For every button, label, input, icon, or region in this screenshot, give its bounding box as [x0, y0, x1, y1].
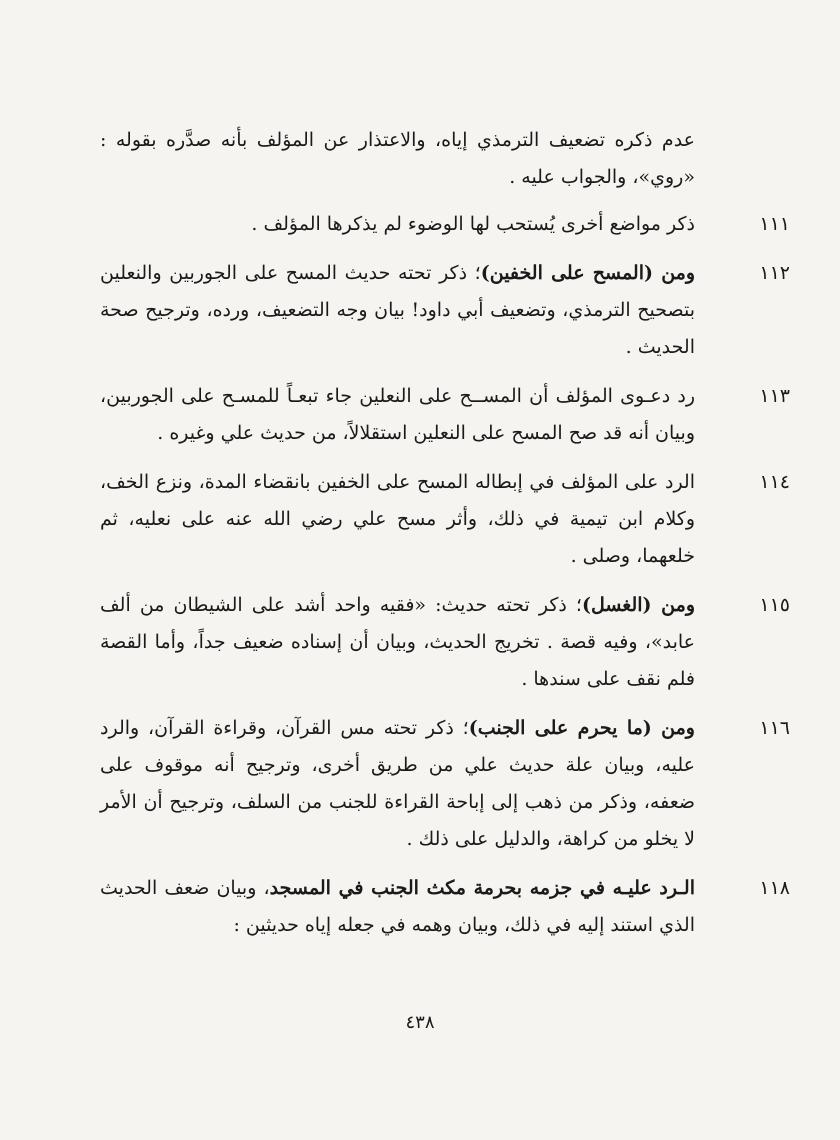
- entry-number: ١١٣: [759, 385, 790, 407]
- entry-number: ١١٢: [759, 262, 790, 284]
- entry-text: [100, 385, 695, 444]
- entry-number: ١١٤: [759, 471, 790, 493]
- entry-118: [100, 870, 790, 944]
- entry-text: [100, 717, 695, 850]
- entry-lead: ومن (ما يحرم على الجنب): [468, 717, 695, 739]
- entry-body: رد دعـوى المؤلف أن المســح على النعلين جاء تبعـاً للمسـح على الجوربين، وبيان أنه قد صح المسح على النعلين استقلالاً، من حديث علي وغيره .: [100, 385, 695, 444]
- entry-body: ، وبيان ضعف الحديث الذي استند إليه في ذلك، وبيان وهمه في جعله إياه حديثين :: [100, 877, 695, 936]
- entry-text: [251, 213, 695, 235]
- entry-lead: الـرد عليـه في جزمه بحرمة مكث الجنب في المسجد: [269, 877, 695, 899]
- entry-text: [100, 262, 695, 358]
- intro-text: عدم ذكره تضعيف الترمذي إياه، والاعتذار عن المؤلف بأنه صدَّره بقوله : «روي»، والجواب عليه .: [100, 129, 695, 188]
- intro-paragraph: [100, 122, 695, 196]
- entry-113: [100, 378, 790, 452]
- entry-text: [100, 594, 695, 690]
- entry-body: ؛ ذكر تحته حديث: «فقيه واحد أشد على الشيطان من ألف عابد»، وفيه قصة . تخريج الحديث، وبيان أن إسناده ضعيف جداً، وأما القصة فلم نقف على سندها .: [100, 594, 695, 690]
- entry-112: [100, 255, 790, 366]
- entry-body: الرد على المؤلف في إبطاله المسح على الخفين بانقضاء المدة، ونزع الخف، وكلام ابن تيمية في ذلك، وأثر مسح علي رضي الله عنه على نعليه، ثم خلعهما، وصلى .: [100, 471, 695, 567]
- entry-number: ١١٥: [759, 594, 790, 616]
- entry-111: [100, 206, 790, 243]
- entry-114: [100, 464, 790, 575]
- entry-text: [100, 877, 695, 936]
- entry-text: [100, 471, 695, 567]
- entry-number: ١١١: [759, 213, 790, 235]
- entry-number: ١١٨: [759, 877, 790, 899]
- entry-body: ؛ ذكر تحته حديث المسح على الجوربين والنعلين بتصحيح الترمذي، وتضعيف أبي داود! بيان وجه التضعيف، ورده، وترجيح صحة الحديث .: [100, 262, 695, 358]
- entry-lead: ومن (المسح على الخفين): [480, 262, 696, 284]
- page-number: ٤٣٨: [405, 1012, 435, 1033]
- page-content: [100, 122, 790, 956]
- entry-body: ؛ ذكر تحته مس القرآن، وقراءة القرآن، والرد عليه، وبيان علة حديث علي من طريق أخرى، وترجيح أنه موقوف على ضعفه، وذكر من ذهب إلى إباحة القراءة للجنب من السلف، وترجيح أن الأمر لا يخلو من كراهة، والدليل على ذلك .: [100, 717, 695, 850]
- entry-body: ذكر مواضع أخرى يُستحب لها الوضوء لم يذكرها المؤلف .: [251, 213, 695, 235]
- entry-lead: ومن (الغسل): [581, 594, 696, 616]
- entry-115: [100, 587, 790, 698]
- entry-number: ١١٦: [759, 717, 790, 739]
- entry-116: [100, 710, 790, 858]
